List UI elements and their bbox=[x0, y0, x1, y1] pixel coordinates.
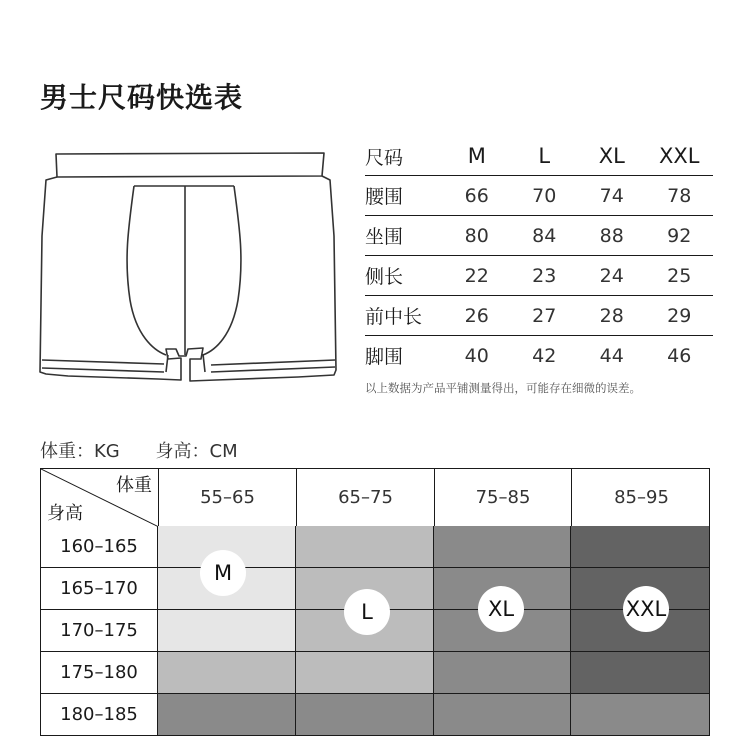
row-label: 侧长 bbox=[365, 266, 404, 288]
weight-range-header: 55–65 bbox=[159, 469, 297, 527]
size-cell bbox=[434, 694, 571, 736]
height-range-label: 165–170 bbox=[40, 568, 158, 610]
row-value: 84 bbox=[532, 224, 557, 247]
row-value: 26 bbox=[464, 304, 489, 327]
row-value: 27 bbox=[532, 304, 557, 327]
row-value: 29 bbox=[667, 304, 692, 327]
size-cell bbox=[571, 526, 710, 568]
row-value: 74 bbox=[599, 184, 624, 207]
size-cell bbox=[434, 526, 571, 568]
height-range-label: 160–165 bbox=[40, 526, 158, 568]
height-range-label: 175–180 bbox=[40, 652, 158, 694]
units-legend bbox=[40, 437, 268, 463]
height-row bbox=[40, 652, 710, 694]
corner-height-label: 身高 bbox=[47, 503, 83, 524]
row-value: 92 bbox=[667, 224, 692, 247]
size-cell bbox=[296, 526, 434, 568]
height-row bbox=[40, 694, 710, 736]
row-value: 80 bbox=[464, 224, 489, 247]
row-value: 44 bbox=[599, 344, 624, 367]
size-cell bbox=[158, 652, 296, 694]
size-chart-row bbox=[365, 216, 713, 256]
size-header-label: 尺码 bbox=[365, 146, 404, 169]
size-badge-xl: XL bbox=[478, 586, 524, 632]
row-label: 坐围 bbox=[365, 226, 404, 248]
row-value: 88 bbox=[599, 224, 624, 247]
size-header-xxl: XXL bbox=[659, 144, 700, 168]
weight-unit-label: 体重：KG bbox=[40, 441, 120, 462]
size-cell bbox=[158, 694, 296, 736]
size-cell bbox=[158, 610, 296, 652]
row-value: 42 bbox=[532, 344, 557, 367]
row-value: 46 bbox=[667, 344, 692, 367]
row-value: 22 bbox=[464, 264, 489, 287]
weight-range-header: 85–95 bbox=[614, 487, 669, 508]
size-chart-row bbox=[365, 296, 713, 336]
row-label: 脚围 bbox=[365, 346, 404, 368]
measurement-note: 以上数据为产品平铺测量得出，可能存在细微的误差。 bbox=[365, 381, 641, 395]
row-value: 78 bbox=[667, 184, 692, 207]
row-value: 28 bbox=[599, 304, 624, 327]
size-header-m: M bbox=[467, 144, 486, 168]
row-value: 66 bbox=[464, 184, 489, 207]
size-cell bbox=[296, 694, 434, 736]
weight-range-header: 75–85 bbox=[435, 469, 572, 527]
size-badge-m: M bbox=[200, 550, 246, 596]
weight-range-header: 65–75 bbox=[297, 469, 435, 527]
row-value: 40 bbox=[464, 344, 489, 367]
row-value: 70 bbox=[532, 184, 557, 207]
size-chart-table bbox=[365, 137, 713, 375]
size-chart-row bbox=[365, 176, 713, 216]
row-value: 25 bbox=[667, 264, 692, 287]
size-badge-xxl: XXL bbox=[623, 586, 669, 632]
height-unit-label: 身高：CM bbox=[155, 441, 238, 462]
height-range-label: 170–175 bbox=[40, 610, 158, 652]
size-header-l: L bbox=[538, 144, 551, 168]
page-title: 男士尺码快选表 bbox=[40, 81, 244, 114]
boxer-briefs-illustration bbox=[38, 150, 338, 390]
size-badge-l: L bbox=[344, 589, 390, 635]
size-chart-header-row bbox=[365, 137, 713, 176]
size-cell bbox=[571, 694, 710, 736]
row-value: 24 bbox=[599, 264, 624, 287]
row-value: 23 bbox=[532, 264, 557, 287]
height-range-label: 180–185 bbox=[40, 694, 158, 736]
row-label: 前中长 bbox=[365, 306, 423, 328]
row-label: 腰围 bbox=[365, 186, 404, 208]
size-cell bbox=[571, 652, 710, 694]
size-cell bbox=[434, 652, 571, 694]
size-chart-row bbox=[365, 336, 713, 375]
size-cell bbox=[296, 652, 434, 694]
grid-corner-cell bbox=[41, 469, 159, 527]
height-row bbox=[40, 526, 710, 568]
size-chart-row bbox=[365, 256, 713, 296]
corner-weight-label: 体重 bbox=[116, 475, 152, 496]
size-header-xl: XL bbox=[598, 144, 625, 168]
grid-header-row bbox=[40, 468, 710, 526]
size-selector-grid bbox=[40, 468, 710, 736]
